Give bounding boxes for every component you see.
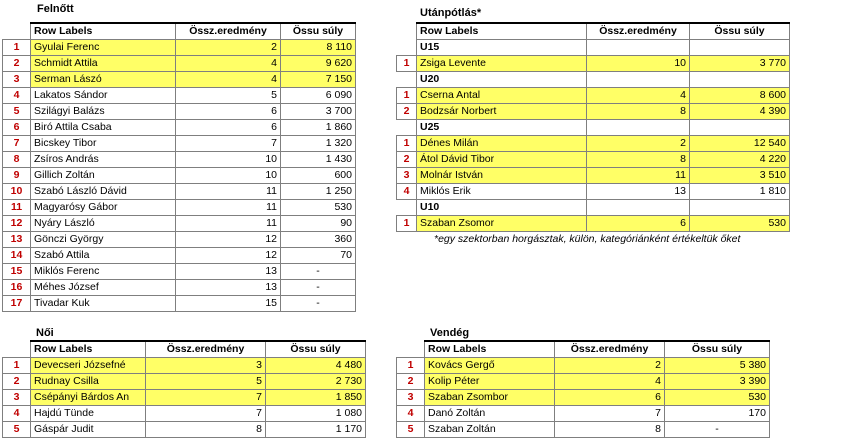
group-empty-weight <box>690 120 790 136</box>
noi-header-row <box>3 341 366 358</box>
header-row-labels: Row Labels <box>425 341 555 358</box>
total-score: 7 <box>176 136 281 152</box>
table-row <box>397 422 770 438</box>
group-empty-score <box>587 120 690 136</box>
utanpotlas-footnote: *egy szektorban horgásztak, külön, kategóriánként értékeltük őket <box>434 233 741 245</box>
competitor-name: Lakatos Sándor <box>31 88 176 104</box>
competitor-name: Átol Dávid Tibor <box>417 152 587 168</box>
total-weight: 90 <box>281 216 356 232</box>
header-row-labels: Row Labels <box>31 341 146 358</box>
competitor-name: Szilágyi Balázs <box>31 104 176 120</box>
competitor-name: Schmidt Attila <box>31 56 176 72</box>
competitor-name: Nyáry László <box>31 216 176 232</box>
group-empty-score <box>587 200 690 216</box>
rank-number: 4 <box>3 88 31 104</box>
competitor-name: Szabó László Dávid <box>31 184 176 200</box>
table-row <box>397 56 790 72</box>
total-score: 2 <box>555 358 665 374</box>
total-weight: 5 380 <box>665 358 770 374</box>
total-score: 13 <box>176 264 281 280</box>
table-row <box>3 40 356 56</box>
group-spacer <box>397 200 417 216</box>
rank-number: 17 <box>3 296 31 312</box>
total-score: 5 <box>146 374 266 390</box>
rank-number: 1 <box>397 216 417 232</box>
header-row-labels: Row Labels <box>417 23 587 40</box>
group-row <box>397 40 790 56</box>
rank-number: 2 <box>397 104 417 120</box>
total-score: 7 <box>555 406 665 422</box>
group-row <box>397 120 790 136</box>
group-empty-score <box>587 40 690 56</box>
total-score: 6 <box>587 216 690 232</box>
rank-number: 1 <box>397 56 417 72</box>
total-weight: - <box>281 264 356 280</box>
competitor-name: Gyulai Ferenc <box>31 40 176 56</box>
header-weight: Össu súly <box>281 23 356 40</box>
header-spacer <box>397 23 417 40</box>
total-weight: 8 600 <box>690 88 790 104</box>
total-score: 7 <box>146 390 266 406</box>
table-row <box>3 152 356 168</box>
total-weight: 530 <box>690 216 790 232</box>
table-row <box>397 152 790 168</box>
group-row <box>397 200 790 216</box>
competitor-name: Zsiga Levente <box>417 56 587 72</box>
table-row <box>3 232 356 248</box>
table-row <box>3 72 356 88</box>
group-spacer <box>397 120 417 136</box>
header-spacer <box>3 341 31 358</box>
total-weight: - <box>281 280 356 296</box>
table-row <box>3 406 366 422</box>
table-row <box>397 374 770 390</box>
total-score: 10 <box>176 168 281 184</box>
competitor-name: Méhes József <box>31 280 176 296</box>
header-score: Össz.eredmény <box>587 23 690 40</box>
competitor-name: Dénes Milán <box>417 136 587 152</box>
table-row <box>3 390 366 406</box>
total-score: 5 <box>176 88 281 104</box>
rank-number: 4 <box>3 406 31 422</box>
table-row <box>397 216 790 232</box>
group-label: U10 <box>417 200 587 216</box>
total-score: 6 <box>555 390 665 406</box>
noi-title: Női <box>36 327 54 339</box>
total-weight: 530 <box>665 390 770 406</box>
header-weight: Össu súly <box>690 23 790 40</box>
rank-number: 4 <box>397 406 425 422</box>
table-row <box>3 374 366 390</box>
total-weight: 3 390 <box>665 374 770 390</box>
rank-number: 16 <box>3 280 31 296</box>
total-score: 8 <box>587 104 690 120</box>
competitor-name: Danó Zoltán <box>425 406 555 422</box>
rank-number: 2 <box>397 374 425 390</box>
total-score: 15 <box>176 296 281 312</box>
rank-number: 3 <box>397 390 425 406</box>
competitor-name: Miklós Erik <box>417 184 587 200</box>
group-spacer <box>397 72 417 88</box>
table-row <box>397 168 790 184</box>
total-score: 7 <box>146 406 266 422</box>
total-score: 8 <box>587 152 690 168</box>
total-score: 12 <box>176 232 281 248</box>
competitor-name: Bicskey Tibor <box>31 136 176 152</box>
table-row <box>397 104 790 120</box>
rank-number: 12 <box>3 216 31 232</box>
table-row <box>3 248 356 264</box>
group-empty-weight <box>690 40 790 56</box>
table-row <box>3 264 356 280</box>
rank-number: 1 <box>3 40 31 56</box>
total-weight: 1 810 <box>690 184 790 200</box>
table-row <box>3 136 356 152</box>
group-row <box>397 72 790 88</box>
total-score: 11 <box>176 200 281 216</box>
utanpotlas-title: Utánpótlás* <box>420 7 482 19</box>
header-spacer <box>3 23 31 40</box>
group-label: U15 <box>417 40 587 56</box>
header-row-labels: Row Labels <box>31 23 176 40</box>
table-row <box>3 200 356 216</box>
total-score: 4 <box>176 56 281 72</box>
table-row <box>3 216 356 232</box>
table-row <box>3 88 356 104</box>
total-weight: - <box>281 296 356 312</box>
total-score: 4 <box>176 72 281 88</box>
total-weight: 600 <box>281 168 356 184</box>
competitor-name: Gillich Zoltán <box>31 168 176 184</box>
header-score: Össz.eredmény <box>555 341 665 358</box>
rank-number: 1 <box>397 358 425 374</box>
competitor-name: Gáspár Judit <box>31 422 146 438</box>
total-weight: 530 <box>281 200 356 216</box>
competitor-name: Devecseri Józsefné <box>31 358 146 374</box>
rank-number: 6 <box>3 120 31 136</box>
group-empty-weight <box>690 200 790 216</box>
total-score: 12 <box>176 248 281 264</box>
total-score: 6 <box>176 104 281 120</box>
total-weight: 1 850 <box>266 390 366 406</box>
header-score: Össz.eredmény <box>146 341 266 358</box>
total-score: 3 <box>146 358 266 374</box>
competitor-name: Szaban Zsombor <box>425 390 555 406</box>
rank-number: 2 <box>3 56 31 72</box>
rank-number: 1 <box>3 358 31 374</box>
competitor-name: Csépányi Bárdos An <box>31 390 146 406</box>
rank-number: 5 <box>3 422 31 438</box>
competitor-name: Gönczi György <box>31 232 176 248</box>
rank-number: 4 <box>397 184 417 200</box>
total-score: 2 <box>587 136 690 152</box>
rank-number: 9 <box>3 168 31 184</box>
total-weight: 1 170 <box>266 422 366 438</box>
total-weight: 7 150 <box>281 72 356 88</box>
table-row <box>397 184 790 200</box>
total-score: 10 <box>176 152 281 168</box>
table-row <box>3 296 356 312</box>
competitor-name: Bodzsár Norbert <box>417 104 587 120</box>
rank-number: 3 <box>3 390 31 406</box>
total-weight: 170 <box>665 406 770 422</box>
felnott-title: Felnőtt <box>37 3 74 15</box>
table-row <box>3 168 356 184</box>
total-score: 11 <box>587 168 690 184</box>
total-weight: 9 620 <box>281 56 356 72</box>
competitor-name: Kovács Gergő <box>425 358 555 374</box>
competitor-name: Serman Lászó <box>31 72 176 88</box>
total-weight: 1 080 <box>266 406 366 422</box>
vendeg-table <box>396 340 770 438</box>
rank-number: 2 <box>397 152 417 168</box>
table-row <box>397 88 790 104</box>
total-score: 4 <box>587 88 690 104</box>
competitor-name: Zsíros András <box>31 152 176 168</box>
total-weight: 70 <box>281 248 356 264</box>
felnott-header-row <box>3 23 356 40</box>
rank-number: 8 <box>3 152 31 168</box>
competitor-name: Rudnay Csilla <box>31 374 146 390</box>
total-score: 2 <box>176 40 281 56</box>
total-weight: - <box>665 422 770 438</box>
table-row <box>3 104 356 120</box>
noi-table <box>2 340 366 438</box>
total-weight: 4 480 <box>266 358 366 374</box>
total-score: 6 <box>176 120 281 136</box>
rank-number: 3 <box>397 168 417 184</box>
competitor-name: Szaban Zsomor <box>417 216 587 232</box>
competitor-name: Cserna Antal <box>417 88 587 104</box>
header-score: Össz.eredmény <box>176 23 281 40</box>
header-spacer <box>397 341 425 358</box>
felnott-table <box>2 22 356 312</box>
group-label: U20 <box>417 72 587 88</box>
rank-number: 14 <box>3 248 31 264</box>
group-empty-score <box>587 72 690 88</box>
rank-number: 1 <box>397 88 417 104</box>
utanpotlas-table <box>396 22 790 232</box>
rank-number: 13 <box>3 232 31 248</box>
competitor-name: Szaban Zoltán <box>425 422 555 438</box>
competitor-name: Kolip Péter <box>425 374 555 390</box>
total-weight: 3 700 <box>281 104 356 120</box>
total-weight: 8 110 <box>281 40 356 56</box>
header-weight: Össu súly <box>266 341 366 358</box>
header-weight: Össu súly <box>665 341 770 358</box>
rank-number: 10 <box>3 184 31 200</box>
rank-number: 1 <box>397 136 417 152</box>
group-empty-weight <box>690 72 790 88</box>
total-weight: 2 730 <box>266 374 366 390</box>
total-weight: 1 320 <box>281 136 356 152</box>
competitor-name: Szabó Attila <box>31 248 176 264</box>
vendeg-title: Vendég <box>430 327 470 339</box>
table-row <box>3 358 366 374</box>
competitor-name: Tivadar Kuk <box>31 296 176 312</box>
total-score: 10 <box>587 56 690 72</box>
table-row <box>397 136 790 152</box>
rank-number: 5 <box>3 104 31 120</box>
group-spacer <box>397 40 417 56</box>
total-weight: 360 <box>281 232 356 248</box>
group-label: U25 <box>417 120 587 136</box>
total-weight: 12 540 <box>690 136 790 152</box>
table-row <box>3 184 356 200</box>
table-row <box>397 358 770 374</box>
table-row <box>3 280 356 296</box>
competitor-name: Miklós Ferenc <box>31 264 176 280</box>
total-score: 8 <box>555 422 665 438</box>
competitor-name: Hajdú Tünde <box>31 406 146 422</box>
total-weight: 3 510 <box>690 168 790 184</box>
vendeg-header-row <box>397 341 770 358</box>
competitor-name: Molnár István <box>417 168 587 184</box>
rank-number: 5 <box>397 422 425 438</box>
total-score: 4 <box>555 374 665 390</box>
total-weight: 1 430 <box>281 152 356 168</box>
competitor-name: Magyarósy Gábor <box>31 200 176 216</box>
table-row <box>397 406 770 422</box>
rank-number: 7 <box>3 136 31 152</box>
total-weight: 1 860 <box>281 120 356 136</box>
rank-number: 2 <box>3 374 31 390</box>
total-score: 11 <box>176 184 281 200</box>
total-weight: 3 770 <box>690 56 790 72</box>
table-row <box>397 390 770 406</box>
total-weight: 4 220 <box>690 152 790 168</box>
rank-number: 15 <box>3 264 31 280</box>
total-score: 8 <box>146 422 266 438</box>
utanpotlas-header-row <box>397 23 790 40</box>
total-weight: 6 090 <box>281 88 356 104</box>
rank-number: 11 <box>3 200 31 216</box>
competitor-name: Biró Attila Csaba <box>31 120 176 136</box>
total-weight: 1 250 <box>281 184 356 200</box>
total-weight: 4 390 <box>690 104 790 120</box>
rank-number: 3 <box>3 72 31 88</box>
total-score: 13 <box>587 184 690 200</box>
total-score: 11 <box>176 216 281 232</box>
total-score: 13 <box>176 280 281 296</box>
table-row <box>3 120 356 136</box>
table-row <box>3 422 366 438</box>
table-row <box>3 56 356 72</box>
